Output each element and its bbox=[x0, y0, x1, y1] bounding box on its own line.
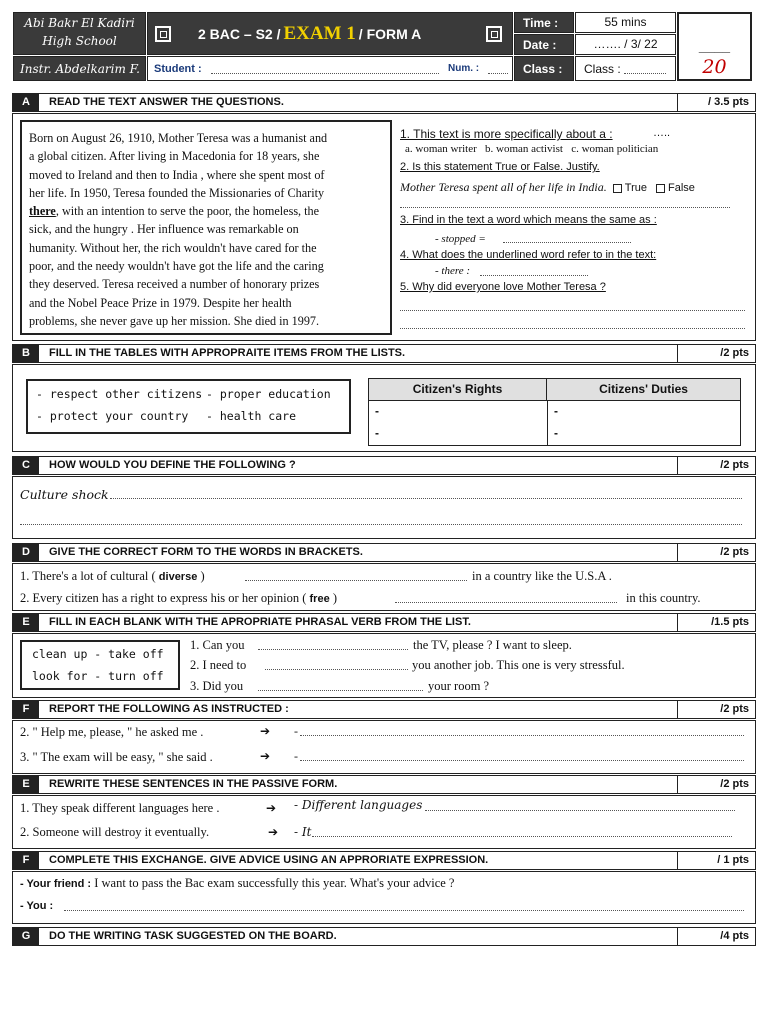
table-header-duties: Citizens' Duties bbox=[547, 379, 740, 401]
sentence-end: your room ? bbox=[428, 679, 490, 693]
question-1-options bbox=[405, 143, 658, 155]
section-letter: E bbox=[13, 776, 39, 793]
report-sentence: 3. " The exam will be easy, " she said . bbox=[20, 750, 213, 764]
section-d-header bbox=[12, 543, 756, 562]
question-1-tail: ….. bbox=[653, 127, 671, 139]
section-e1-header bbox=[12, 613, 756, 632]
rights-duties-table bbox=[368, 378, 741, 446]
answer-line[interactable] bbox=[258, 649, 408, 650]
question-1: 1. This text is more specifically about a : bbox=[400, 127, 613, 141]
false-checkbox[interactable] bbox=[656, 184, 665, 193]
exam-level: 2 BAC – S2 / bbox=[198, 26, 281, 42]
sentence-start: 3. Did you bbox=[190, 679, 244, 693]
section-points: /2 pts bbox=[677, 701, 755, 718]
answer-line[interactable] bbox=[300, 735, 744, 736]
num-label: Num. : bbox=[448, 63, 480, 74]
header-school-box bbox=[13, 12, 146, 55]
section-b-list bbox=[26, 379, 351, 434]
checkbox-icon bbox=[486, 26, 502, 42]
sentence-start: 2. Every citizen has a right to express his or her opinion ( bbox=[20, 591, 307, 605]
num-field[interactable] bbox=[488, 73, 508, 74]
section-points: / 3.5 pts bbox=[677, 94, 755, 111]
bracket-word: diverse bbox=[158, 571, 198, 583]
list-item: - health care bbox=[206, 409, 297, 423]
answer-line[interactable] bbox=[425, 810, 735, 811]
section-letter: F bbox=[13, 701, 39, 718]
bracket-close: ) bbox=[332, 591, 337, 605]
question-3-item: - stopped = bbox=[435, 233, 486, 245]
false-label: False bbox=[667, 182, 695, 194]
sentence-d2 bbox=[20, 591, 337, 606]
section-letter: B bbox=[13, 345, 39, 362]
section-title: READ THE TEXT ANSWER THE QUESTIONS. bbox=[49, 96, 284, 108]
section-letter: A bbox=[13, 94, 39, 111]
arrow-icon: ➔ bbox=[260, 724, 271, 738]
reading-line: a global citizen. After living in Macedonia for 18 years, she bbox=[29, 149, 320, 164]
friend-line bbox=[20, 876, 454, 891]
reading-line: problems, she never gave up her mission. She died in 1997. bbox=[29, 313, 320, 328]
sentence-start: 2. I need to bbox=[190, 658, 247, 672]
reading-line: they deserved. Teresa received a number of honorary prizes bbox=[29, 277, 320, 292]
option-a[interactable]: a. woman writer bbox=[405, 143, 477, 155]
friend-text: I want to pass the Bac exam successfully this year. What's your advice ? bbox=[94, 876, 455, 890]
reading-line: and the Nobel Peace Prize in 1979. Despite her health bbox=[29, 295, 292, 310]
answer-line[interactable] bbox=[503, 242, 631, 243]
section-letter: F bbox=[13, 852, 39, 869]
question-5: 5. Why did everyone love Mother Teresa ? bbox=[400, 281, 606, 293]
section-title: DO THE WRITING TASK SUGGESTED ON THE BOARD. bbox=[49, 930, 337, 942]
reading-line: Born on August 26, 1910, Mother Teresa was a humanist and bbox=[29, 131, 328, 145]
class-value-cell[interactable] bbox=[575, 56, 676, 81]
question-4-item: - there : bbox=[435, 265, 471, 277]
exam-title bbox=[198, 23, 421, 45]
list-item: - proper education bbox=[206, 387, 331, 401]
answer-line[interactable] bbox=[480, 275, 588, 276]
table-divider bbox=[547, 401, 548, 445]
rights-cell[interactable]: - bbox=[375, 426, 379, 440]
you-label: - You : bbox=[20, 900, 54, 912]
class-field[interactable] bbox=[624, 73, 666, 74]
section-points: /1.5 pts bbox=[677, 614, 755, 631]
section-letter: D bbox=[13, 544, 39, 561]
time-label: Time : bbox=[523, 16, 559, 30]
reading-line-with-underline: there, with an intention to serve the poor, the homeless, the bbox=[29, 204, 320, 219]
sentence-end: in a country like the U.S.A . bbox=[472, 569, 612, 583]
reading-line: her life. In 1950, Teresa founded the Missionaries of Charity bbox=[29, 185, 325, 200]
report-sentence: 2. " Help me, please, " he asked me . bbox=[20, 725, 204, 739]
true-label: True bbox=[624, 182, 647, 194]
answer-line[interactable] bbox=[245, 580, 467, 581]
reading-line: moved to Ireland and then to India , where she spent most of bbox=[29, 167, 325, 182]
define-term: Culture shock bbox=[20, 487, 109, 502]
time-label-cell bbox=[514, 12, 574, 33]
reading-line: poor, and the needy wouldn't have got the life and the caring bbox=[29, 259, 324, 274]
question-2-statement-row bbox=[400, 180, 695, 195]
section-c-header bbox=[12, 456, 756, 475]
question-2-statement: Mother Teresa spent all of her life in India. bbox=[400, 180, 607, 194]
section-f1-header bbox=[12, 700, 756, 719]
date-label-cell bbox=[514, 34, 574, 55]
section-e2-header bbox=[12, 775, 756, 794]
dash: - bbox=[294, 724, 298, 738]
section-title: REPORT THE FOLLOWING AS INSTRUCTED : bbox=[49, 703, 289, 715]
exam-name: EXAM 1 bbox=[283, 23, 356, 44]
answer-line[interactable] bbox=[20, 524, 742, 525]
score-box bbox=[677, 12, 752, 81]
bracket-close: ) bbox=[200, 569, 205, 583]
list-item: - respect other citizens bbox=[36, 387, 203, 401]
section-g-header bbox=[12, 927, 756, 946]
answer-line[interactable] bbox=[312, 836, 732, 837]
section-f2-header bbox=[12, 851, 756, 870]
answer-line[interactable] bbox=[400, 207, 730, 208]
true-checkbox[interactable] bbox=[613, 184, 622, 193]
sentence-end: you another job. This one is very stressful. bbox=[412, 658, 625, 672]
header-exam-box bbox=[147, 12, 513, 55]
reading-text bbox=[29, 129, 387, 330]
duties-cell[interactable]: - bbox=[554, 426, 558, 440]
arrow-icon: ➔ bbox=[266, 801, 277, 815]
class-label: Class : bbox=[523, 62, 563, 76]
phrasal-verbs-list bbox=[20, 640, 180, 690]
answer-line[interactable] bbox=[258, 690, 423, 691]
header-instructor-box bbox=[13, 56, 146, 81]
arrow-icon: ➔ bbox=[268, 825, 279, 839]
arrow-icon: ➔ bbox=[260, 749, 271, 763]
reading-line: with an intention to serve the poor, the homeless, the bbox=[61, 204, 320, 219]
answer-line[interactable] bbox=[64, 910, 744, 911]
duties-cell[interactable]: - bbox=[554, 404, 558, 418]
section-points: /2 pts bbox=[677, 776, 755, 793]
checkbox-icon bbox=[155, 26, 171, 42]
school-name-line1: Abi Bakr El Kadiri bbox=[24, 16, 135, 30]
answer-start: - It bbox=[294, 825, 312, 839]
student-name-field[interactable] bbox=[211, 73, 439, 74]
section-points: /2 pts bbox=[677, 345, 755, 362]
section-c-body bbox=[12, 476, 756, 539]
section-points: /2 pts bbox=[677, 457, 755, 474]
bracket-word: free bbox=[309, 593, 330, 605]
list-item: look for - turn off bbox=[32, 669, 164, 683]
section-points: / 1 pts bbox=[677, 852, 755, 869]
section-title: FILL IN EACH BLANK WITH THE APROPRIATE PHRASAL VERB FROM THE LIST. bbox=[49, 616, 471, 628]
score-blank[interactable]: ____ bbox=[698, 38, 731, 54]
section-letter: E bbox=[13, 614, 39, 631]
question-2: 2. Is this statement True or False. Justify. bbox=[400, 161, 600, 173]
list-item: - protect your country bbox=[36, 409, 189, 423]
student-label: Student : bbox=[154, 63, 202, 75]
section-title: GIVE THE CORRECT FORM TO THE WORDS IN BRACKETS. bbox=[49, 546, 363, 558]
score-total: 20 bbox=[702, 56, 727, 78]
answer-line[interactable] bbox=[395, 602, 617, 603]
sentence-start: 1. There's a lot of cultural ( bbox=[20, 569, 156, 583]
answer-line[interactable] bbox=[400, 310, 745, 311]
section-title: FILL IN THE TABLES WITH APPROPRAITE ITEMS FROM THE LISTS. bbox=[49, 347, 406, 359]
exam-form: / FORM A bbox=[358, 26, 422, 42]
section-title: COMPLETE THIS EXCHANGE. GIVE ADVICE USING AN APPRORIATE EXPRESSION. bbox=[49, 854, 489, 866]
date-label: Date : bbox=[523, 38, 557, 52]
section-title: REWRITE THESE SENTENCES IN THE PASSIVE FORM. bbox=[49, 778, 338, 790]
question-4: 4. What does the underlined word refer to in the text: bbox=[400, 249, 657, 261]
header-student-box bbox=[147, 56, 513, 81]
reading-line: humanity. Without her, the rich wouldn't have cared for the bbox=[29, 240, 317, 255]
time-value: 55 mins bbox=[604, 15, 647, 29]
section-points: /2 pts bbox=[677, 544, 755, 561]
section-b-header bbox=[12, 344, 756, 363]
school-name-line2: High School bbox=[42, 34, 117, 48]
passive-sentence: 1. They speak different languages here . bbox=[20, 801, 220, 815]
dash: - bbox=[294, 749, 298, 763]
section-letter: C bbox=[13, 457, 39, 474]
time-value-cell bbox=[575, 12, 676, 33]
section-letter: G bbox=[13, 928, 39, 945]
option-b[interactable]: b. woman activist bbox=[485, 143, 563, 155]
question-3: 3. Find in the text a word which means the same as : bbox=[400, 214, 657, 226]
instructor-name: Instr. Abdelkarim F. bbox=[20, 62, 140, 76]
answer-line[interactable] bbox=[265, 669, 408, 670]
answer-line[interactable] bbox=[400, 328, 745, 329]
section-a-header bbox=[12, 93, 756, 112]
sentence-end: the TV, please ? I want to sleep. bbox=[413, 638, 572, 652]
underlined-word: there bbox=[29, 204, 56, 219]
answer-line[interactable] bbox=[300, 760, 744, 761]
reading-line: sick, and the hungry . Her influence was remarkable on bbox=[29, 222, 299, 237]
rights-cell[interactable]: - bbox=[375, 404, 379, 418]
sentence-end: in this country. bbox=[626, 591, 701, 605]
date-value-cell[interactable] bbox=[575, 34, 676, 55]
sentence-start: 1. Can you bbox=[190, 638, 245, 652]
date-value: ……. / 3/ 22 bbox=[593, 37, 658, 51]
passive-sentence: 2. Someone will destroy it eventually. bbox=[20, 825, 210, 839]
section-points: /4 pts bbox=[677, 928, 755, 945]
sentence-d1 bbox=[20, 569, 205, 584]
class-label-cell bbox=[514, 56, 574, 81]
answer-start: - Different languages bbox=[294, 798, 423, 812]
friend-label: - Your friend : bbox=[20, 878, 92, 890]
list-item: clean up - take off bbox=[32, 647, 164, 661]
answer-line[interactable] bbox=[110, 498, 742, 499]
option-c[interactable]: c. woman politician bbox=[571, 143, 659, 155]
section-title: HOW WOULD YOU DEFINE THE FOLLOWING ? bbox=[49, 459, 296, 471]
reading-text-box bbox=[20, 120, 392, 335]
table-header-rights: Citizen's Rights bbox=[369, 379, 547, 401]
class-value: Class : bbox=[584, 62, 621, 76]
